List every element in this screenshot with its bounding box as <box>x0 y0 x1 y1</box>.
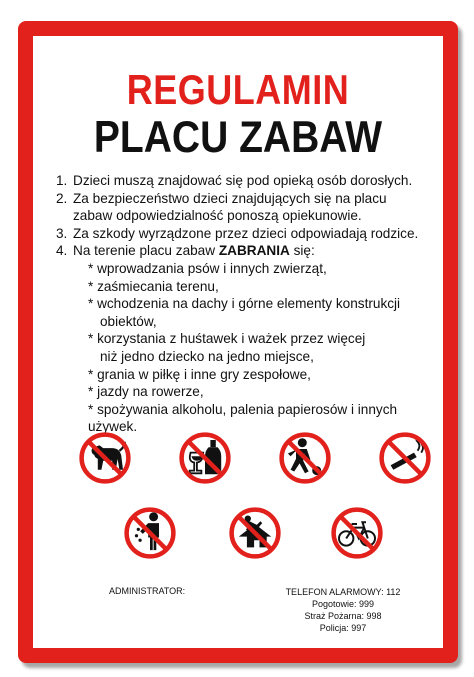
list-item: * wprowadzania psów i innych zwierząt, <box>88 260 327 276</box>
alarm-number: TELEFON ALARMOWY: 112 <box>285 587 401 597</box>
title-line-2: PLACU ZABAW <box>93 113 383 163</box>
no-smoking-icon <box>378 431 432 485</box>
list-item: * jazdy na rowerze, <box>88 384 204 400</box>
no-alcohol-icon <box>178 431 232 485</box>
rule-4: 4. Na terenie placu zabaw ZABRANIA się: <box>56 243 315 259</box>
list-item: * spożywania alkoholu, palenia papierosów i innych używek. <box>88 401 398 435</box>
rule-2: 2. Za bezpieczeństwo dzieci znajdujących się na placu zabaw odpowiedzialność ponoszą opiekunowie. <box>56 190 387 224</box>
no-bicycle-icon <box>330 506 384 560</box>
rules-list <box>56 172 431 436</box>
list-item: * grania w piłkę i inne gry zespołowe, <box>88 366 311 382</box>
list-item: * zaśmiecania terenu, <box>88 278 219 294</box>
regulation-sign <box>18 21 458 663</box>
no-ball-games-icon <box>278 431 332 485</box>
list-item: * korzystania z huśtawek i ważek przez więcej <box>88 331 366 347</box>
emergency-numbers <box>273 586 413 634</box>
list-item-continuation: obiektów, <box>100 313 157 329</box>
rule-1: 1. Dzieci muszą znajdować się pod opieką osób dorosłych. <box>56 173 413 188</box>
police-number: Policja: 997 <box>319 623 367 633</box>
no-climbing-roof-icon <box>228 506 282 560</box>
list-item-continuation: niż jedno dziecko na jedno miejsce, <box>100 348 314 364</box>
rule-3: 3. Za szkody wyrządzone przez dzieci odpowiadają rodzice. <box>56 225 419 241</box>
title-line-1: REGULAMIN <box>126 66 350 114</box>
administrator-label: ADMINISTRATOR: <box>109 586 186 596</box>
list-item: * wchodzenia na dachy i górne elementy konstrukcji <box>88 296 401 312</box>
ambulance-number: Pogotowie: 999 <box>311 599 375 609</box>
no-littering-icon <box>123 506 177 560</box>
fire-number: Straż Pożarna: 998 <box>304 611 382 621</box>
no-dogs-icon <box>78 431 132 485</box>
